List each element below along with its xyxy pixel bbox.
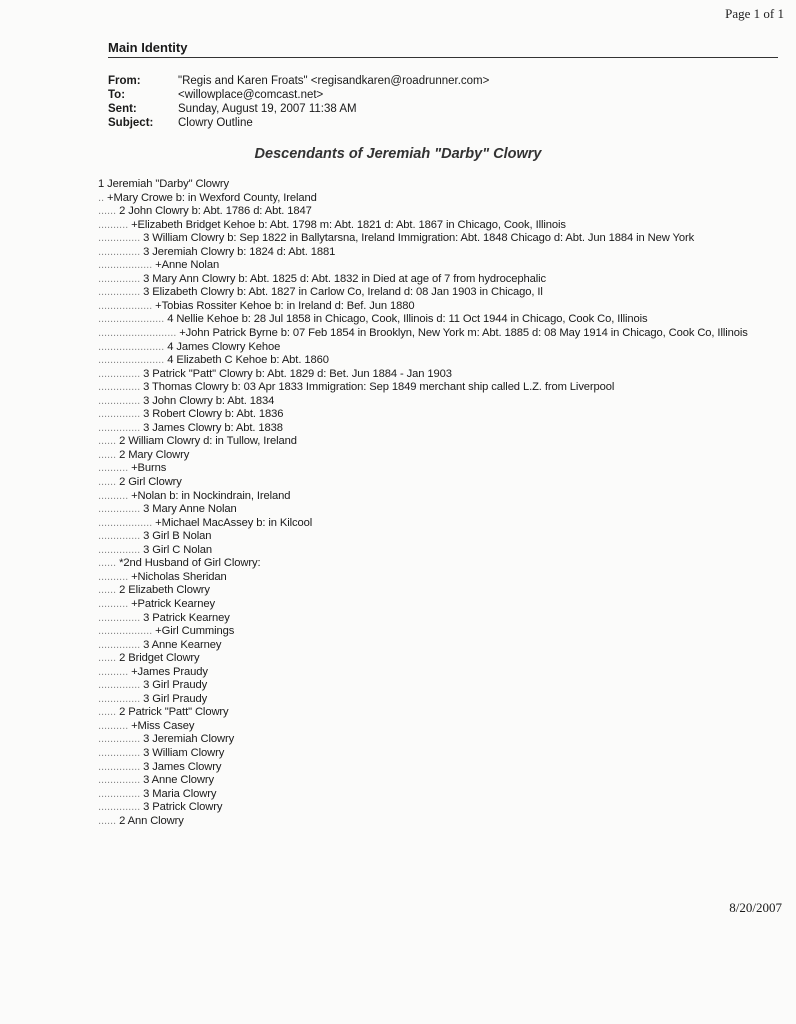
indent-dots: .......................... <box>98 327 177 340</box>
tree-line <box>98 612 783 626</box>
header-divider <box>108 57 778 58</box>
tree-entry-text: 3 Jeremiah Clowry b: 1824 d: Abt. 1881 <box>140 245 336 258</box>
tree-line <box>98 666 783 680</box>
tree-line <box>98 368 783 382</box>
from-row <box>108 74 489 88</box>
indent-dots: .......... <box>98 570 129 583</box>
tree-line <box>98 801 783 815</box>
tree-line <box>98 693 783 707</box>
tree-entry-text: 3 Elizabeth Clowry b: Abt. 1827 in Carlow Co, Ireland d: 08 Jan 1903 in Chicago, Il <box>140 286 543 299</box>
indent-dots: .............. <box>98 245 141 258</box>
tree-entry-text: +John Patrick Byrne b: 07 Feb 1854 in Brooklyn, New York m: Abt. 1885 d: 08 May 1914 in Chicago, Cook Co, Illinois <box>176 327 748 340</box>
indent-dots: .......... <box>98 218 129 231</box>
tree-line <box>98 652 783 666</box>
tree-entry-text: 2 William Clowry d: in Tullow, Ireland <box>116 435 297 448</box>
tree-line <box>98 639 783 653</box>
tree-line <box>98 530 783 544</box>
indent-dots: .............. <box>98 421 141 434</box>
tree-line <box>98 774 783 788</box>
indent-dots: .............. <box>98 692 141 705</box>
indent-dots: ...... <box>98 557 117 570</box>
tree-line <box>98 761 783 775</box>
from-label: From: <box>108 75 141 87</box>
tree-line <box>98 219 783 233</box>
tree-entry-text: 2 Elizabeth Clowry <box>116 584 210 597</box>
tree-line <box>98 232 783 246</box>
tree-entry-text: +Nicholas Sheridan <box>128 570 227 583</box>
tree-entry-text: +Tobias Rossiter Kehoe b: in Ireland d: Bef. Jun 1880 <box>152 299 415 312</box>
descendant-tree <box>98 178 783 828</box>
tree-entry-text: 3 William Clowry <box>140 746 225 759</box>
tree-entry-text: 4 James Clowry Kehoe <box>164 340 281 353</box>
indent-dots: ...... <box>98 584 117 597</box>
tree-entry-text: 3 John Clowry b: Abt. 1834 <box>140 394 275 407</box>
indent-dots: .............. <box>98 543 141 556</box>
tree-line <box>98 408 783 422</box>
tree-entry-text: 3 Robert Clowry b: Abt. 1836 <box>140 408 284 421</box>
indent-dots: .............. <box>98 611 141 624</box>
tree-entry-text: 2 Girl Clowry <box>116 476 182 489</box>
tree-entry-text: 3 Girl Praudy <box>140 692 208 705</box>
indent-dots: .............. <box>98 638 141 651</box>
tree-line <box>98 435 783 449</box>
document-title: Descendants of Jeremiah "Darby" Clowry <box>254 146 542 162</box>
indent-dots: .............. <box>98 760 141 773</box>
tree-line <box>98 395 783 409</box>
tree-entry-text: +Mary Crowe b: in Wexford County, Ireland <box>104 191 317 204</box>
tree-line <box>98 341 783 355</box>
email-headers <box>108 74 489 130</box>
indent-dots: .............. <box>98 746 141 759</box>
tree-line <box>98 517 783 531</box>
indent-dots: .............. <box>98 774 141 787</box>
tree-line <box>98 706 783 720</box>
tree-line <box>98 788 783 802</box>
tree-line <box>98 557 783 571</box>
indent-dots: .............. <box>98 232 141 245</box>
tree-entry-text: 1 Jeremiah "Darby" Clowry <box>98 178 230 190</box>
indent-dots: .............. <box>98 801 141 814</box>
tree-entry-text: +James Praudy <box>128 665 208 678</box>
tree-line <box>98 422 783 436</box>
tree-entry-text: +Miss Casey <box>128 719 195 732</box>
tree-entry-text: +Elizabeth Bridget Kehoe b: Abt. 1798 m: Abt. 1821 d: Abt. 1867 in Chicago, Cook, Illinois <box>128 218 566 231</box>
tree-entry-text: 3 Thomas Clowry b: 03 Apr 1833 Immigration: Sep 1849 merchant ship called L.Z. from Liverpool <box>140 381 615 394</box>
tree-entry-text: 2 Ann Clowry <box>116 814 184 827</box>
indent-dots: .......... <box>98 665 129 678</box>
tree-line <box>98 259 783 273</box>
tree-line <box>98 462 783 476</box>
indent-dots: ...... <box>98 448 117 461</box>
indent-dots: .. <box>98 191 105 204</box>
tree-entry-text: 3 Maria Clowry <box>140 787 217 800</box>
tree-entry-text: 3 William Clowry b: Sep 1822 in Ballytarsna, Ireland Immigration: Abt. 1848 Chicago d: Abt. Jun 1884 in New York <box>140 232 695 245</box>
tree-entry-text: *2nd Husband of Girl Clowry: <box>116 557 261 570</box>
indent-dots: .............. <box>98 367 141 380</box>
to-row <box>108 88 489 102</box>
tree-entry-text: 3 Jeremiah Clowry <box>140 733 235 746</box>
tree-line <box>98 544 783 558</box>
tree-line <box>98 720 783 734</box>
indent-dots: ...... <box>98 652 117 665</box>
indent-dots: .......... <box>98 489 129 502</box>
indent-dots: ...... <box>98 476 117 489</box>
tree-line <box>98 286 783 300</box>
indent-dots: ...................... <box>98 313 165 326</box>
sent-label: Sent: <box>108 103 137 115</box>
tree-line <box>98 246 783 260</box>
to-label: To: <box>108 89 126 101</box>
tree-entry-text: 3 Patrick Kearney <box>140 611 230 624</box>
tree-line <box>98 192 783 206</box>
indent-dots: .......... <box>98 719 129 732</box>
mailbox-title: Main Identity <box>108 40 188 55</box>
tree-entry-text: 3 James Clowry b: Abt. 1838 <box>140 421 283 434</box>
tree-line <box>98 584 783 598</box>
indent-dots: .............. <box>98 679 141 692</box>
tree-line <box>98 300 783 314</box>
tree-line <box>98 815 783 829</box>
tree-entry-text: 3 Girl C Nolan <box>140 543 212 556</box>
tree-line <box>98 273 783 287</box>
tree-line <box>98 679 783 693</box>
tree-entry-text: 4 Nellie Kehoe b: 28 Jul 1858 in Chicago, Cook, Illinois d: 11 Oct 1944 in Chicago, Cook Co, Illinois <box>164 313 648 326</box>
sent-value: Sunday, August 19, 2007 11:38 AM <box>178 103 357 115</box>
tree-line <box>98 625 783 639</box>
print-date: 8/20/2007 <box>729 900 782 915</box>
subject-label: Subject: <box>108 117 154 129</box>
tree-entry-text: 3 Girl B Nolan <box>140 530 212 543</box>
tree-entry-text: 2 Bridget Clowry <box>116 652 200 665</box>
tree-line <box>98 381 783 395</box>
tree-line <box>98 747 783 761</box>
indent-dots: .............. <box>98 530 141 543</box>
tree-entry-text: 2 John Clowry b: Abt. 1786 d: Abt. 1847 <box>116 205 312 218</box>
tree-entry-text: 3 Girl Praudy <box>140 679 208 692</box>
tree-line <box>98 449 783 463</box>
indent-dots: .......... <box>98 462 129 475</box>
tree-entry-text: +Patrick Kearney <box>128 597 216 610</box>
tree-line <box>98 354 783 368</box>
indent-dots: ...................... <box>98 354 165 367</box>
subject-value: Clowry Outline <box>178 117 253 129</box>
indent-dots: .............. <box>98 733 141 746</box>
tree-entry-text: +Michael MacAssey b: in Kilcool <box>152 516 313 529</box>
tree-line <box>98 490 783 504</box>
to-value: <willowplace@comcast.net> <box>178 89 324 101</box>
tree-entry-text: 3 Patrick "Patt" Clowry b: Abt. 1829 d: Bet. Jun 1884 - Jan 1903 <box>140 367 452 380</box>
tree-line <box>98 205 783 219</box>
tree-entry-text: +Nolan b: in Nockindrain, Ireland <box>128 489 291 502</box>
indent-dots: .................. <box>98 299 153 312</box>
tree-entry-text: 3 James Clowry <box>140 760 222 773</box>
indent-dots: ...... <box>98 814 117 827</box>
page-number: Page 1 of 1 <box>725 6 784 21</box>
indent-dots: .............. <box>98 503 141 516</box>
tree-line <box>98 571 783 585</box>
tree-entry-text: 2 Mary Clowry <box>116 448 190 461</box>
tree-entry-text: 4 Elizabeth C Kehoe b: Abt. 1860 <box>164 354 329 367</box>
tree-entry-text: +Anne Nolan <box>152 259 220 272</box>
tree-line <box>98 178 783 192</box>
indent-dots: .................. <box>98 625 153 638</box>
tree-entry-text: 2 Patrick "Patt" Clowry <box>116 706 229 719</box>
indent-dots: .............. <box>98 381 141 394</box>
indent-dots: ...... <box>98 205 117 218</box>
tree-entry-text: 3 Anne Clowry <box>140 774 214 787</box>
tree-entry-text: 3 Anne Kearney <box>140 638 222 651</box>
tree-line <box>98 327 783 341</box>
tree-line <box>98 503 783 517</box>
indent-dots: .......... <box>98 597 129 610</box>
tree-entry-text: +Burns <box>128 462 167 475</box>
indent-dots: .............. <box>98 394 141 407</box>
indent-dots: ...... <box>98 706 117 719</box>
indent-dots: .............. <box>98 787 141 800</box>
indent-dots: ...................... <box>98 340 165 353</box>
tree-line <box>98 313 783 327</box>
indent-dots: .................. <box>98 516 153 529</box>
tree-line <box>98 733 783 747</box>
tree-line <box>98 598 783 612</box>
indent-dots: ...... <box>98 435 117 448</box>
tree-entry-text: 3 Mary Anne Nolan <box>140 503 237 516</box>
tree-entry-text: 3 Mary Ann Clowry b: Abt. 1825 d: Abt. 1832 in Died at age of 7 from hydrocephalic <box>140 272 547 285</box>
from-value: "Regis and Karen Froats" <regisandkaren@roadrunner.com> <box>178 75 490 87</box>
tree-line <box>98 476 783 490</box>
indent-dots: .................. <box>98 259 153 272</box>
tree-entry-text: +Girl Cummings <box>152 625 235 638</box>
indent-dots: .............. <box>98 286 141 299</box>
sent-row <box>108 102 489 116</box>
indent-dots: .............. <box>98 408 141 421</box>
tree-entry-text: 3 Patrick Clowry <box>140 801 223 814</box>
indent-dots: .............. <box>98 272 141 285</box>
subject-row <box>108 116 489 130</box>
